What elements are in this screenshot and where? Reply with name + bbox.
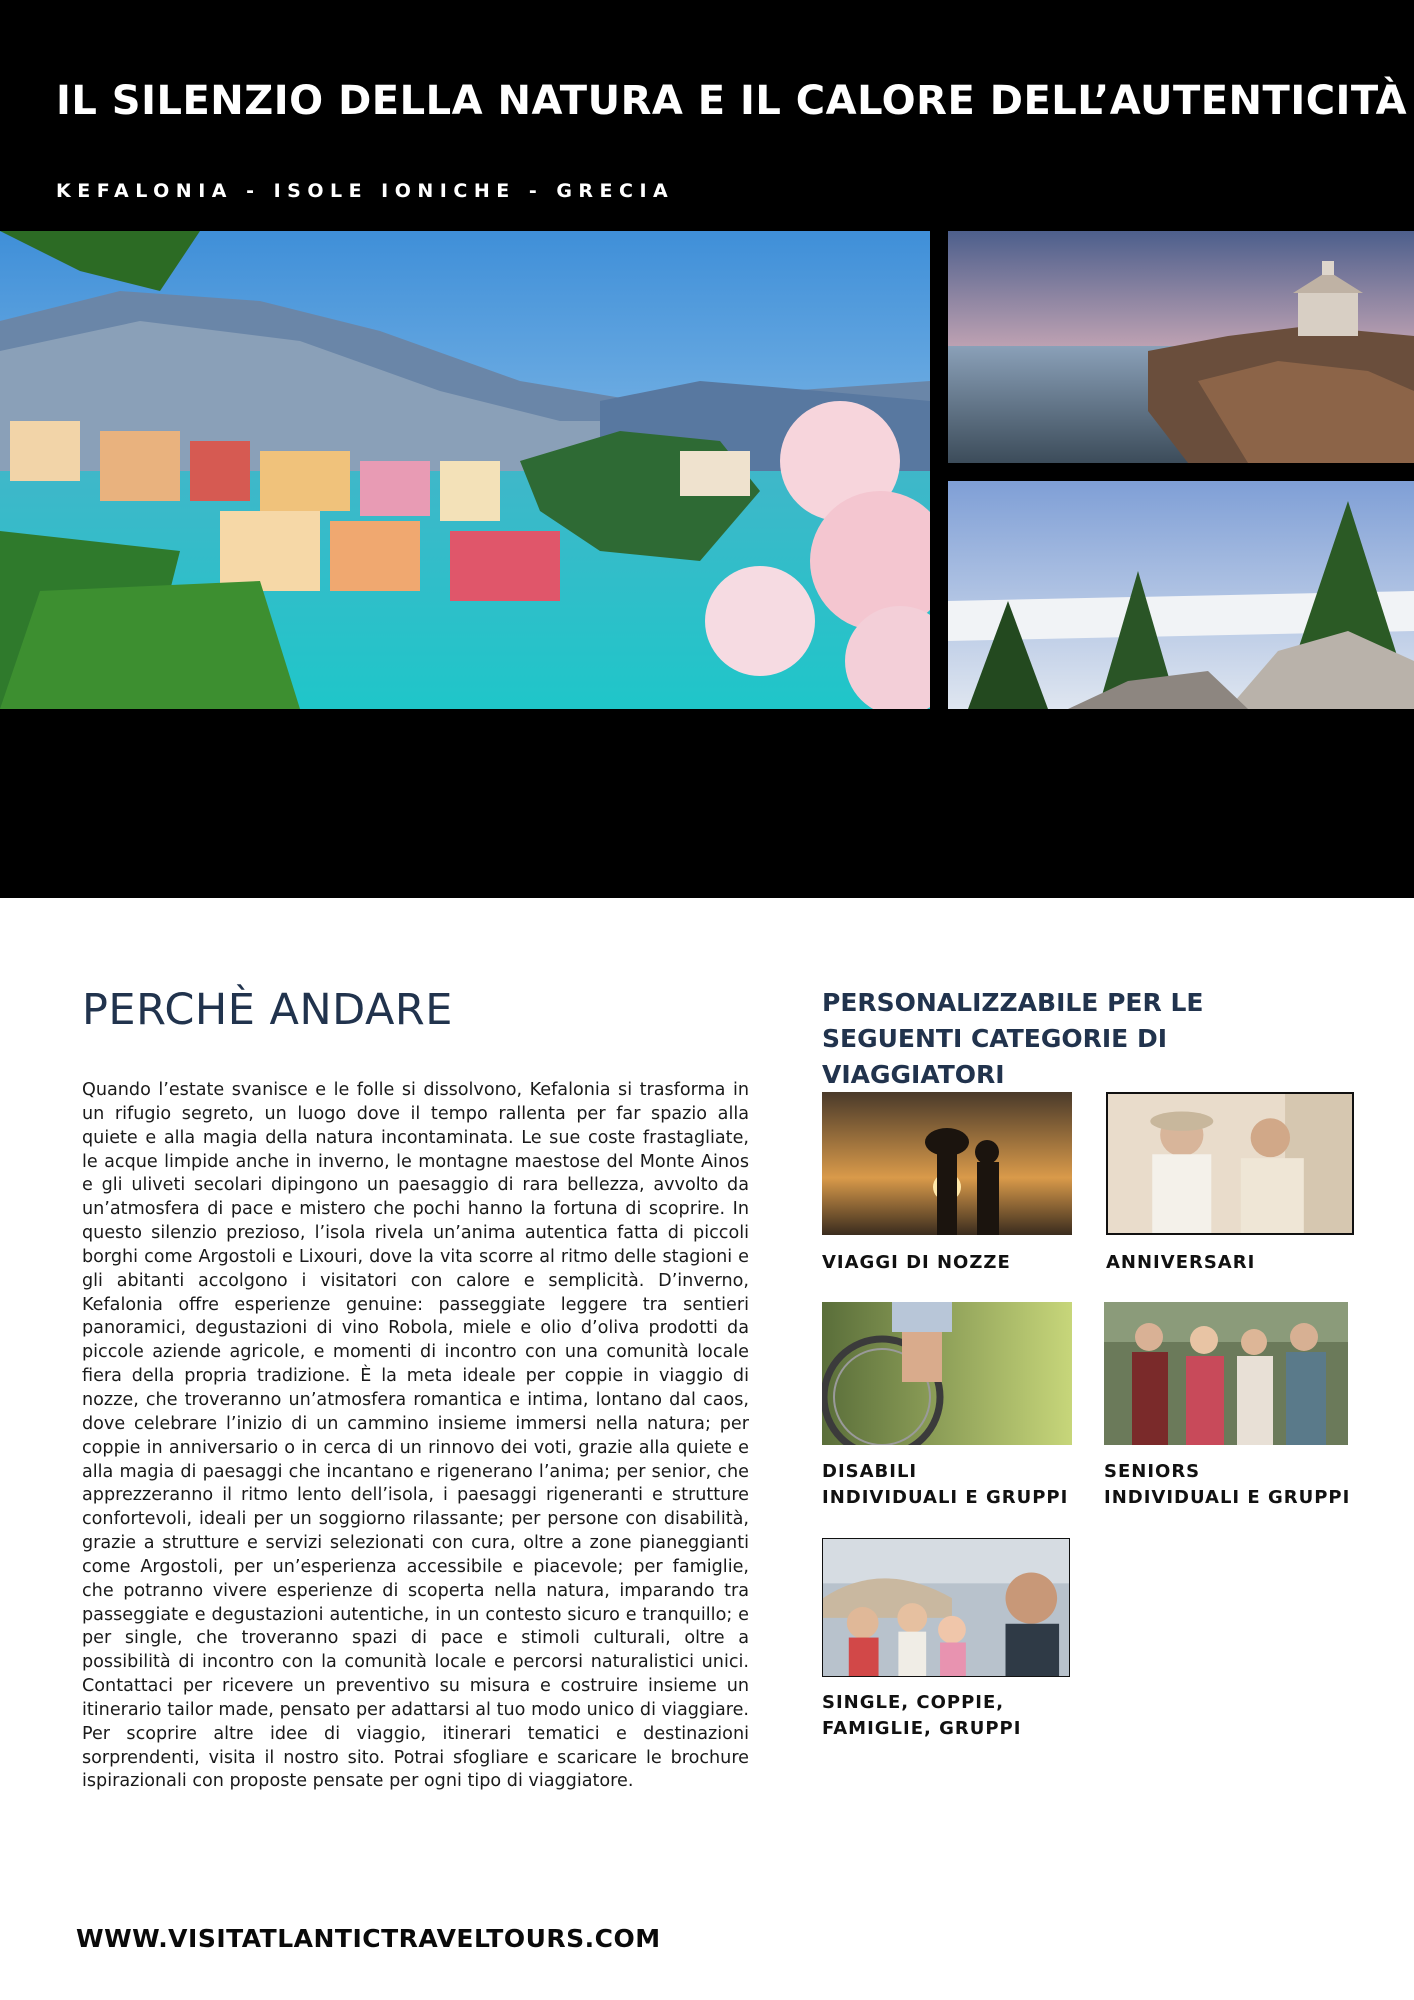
category-label-line: ANNIVERSARI — [1106, 1252, 1256, 1273]
hero-subtitle: KEFALONIA - ISOLE IONICHE - GRECIA — [56, 180, 675, 202]
category-label-families — [822, 1690, 1021, 1742]
category-photo-anniversary — [1106, 1092, 1354, 1235]
category-label-line: FAMIGLIE, GRUPPI — [822, 1718, 1022, 1739]
section-title-why-go: PERCHÈ ANDARE — [82, 985, 453, 1035]
category-photo-seniors — [1104, 1302, 1348, 1445]
category-label-line: INDIVIDUALI E GRUPPI — [822, 1487, 1069, 1508]
category-label-line: SINGLE, COPPIE, — [822, 1692, 1005, 1713]
category-label-line: INDIVIDUALI E GRUPPI — [1104, 1487, 1351, 1508]
hero-title: IL SILENZIO DELLA NATURA E IL CALORE DELL’AUTENTICITÀ — [56, 78, 1408, 124]
main-photo-assos-village — [0, 231, 930, 709]
category-label-line: SENIORS — [1104, 1461, 1201, 1482]
side-photo-mountain-pines — [948, 481, 1414, 709]
category-photo-disabled — [822, 1302, 1072, 1445]
hero-banner — [0, 0, 1414, 898]
why-go-paragraph: Quando l’estate svanisce e le folle si dissolvono, Kefalonia si trasforma in un rifugio segreto, un luogo dove il tempo rallenta per far spazio alla quiete e alla magia della natura incontaminata. Le sue coste frastagliate, le acque limpide anche in inverno, le montagne maestose del Monte Ainos e gli uliveti secolari dipingono un paesaggio di rara bellezza, avvolto da un’atmosfera di pace e mistero che pochi hanno la fortuna di scoprire. In questo silenzio prezioso, l’isola rivela un’anima autentica fatta di piccoli borghi come Argostoli e Lixouri, dove la vita scorre al ritmo delle stagioni e gli abitanti accolgono i visitatori con calore e semplicità. D’inverno, Kefalonia offre esperienze genuine: passeggiate leggere tra sentieri panoramici, degustazioni di vino Robola, miele e olio d’oliva prodotti da piccole aziende agricole, e momenti di incontro con una comunità locale fiera della propria tradizione. È la meta ideale per coppie in viaggio di nozze, che troveranno un’atmosfera romantica e intima, lontano dal caos, dove celebrare l’inizio di un cammino insieme immersi nella natura; per coppie in anniversario o in cerca di un rinnovo dei voti, grazie alla quiete e alla magia di paesaggi che incantano e rigenerano l’anima; per senior, che apprezzeranno il ritmo lento dell’isola, i paesaggi rigeneranti e strutture confortevoli, ideali per un soggiorno rilassante; per persone con disabilità, grazie a strutture e servizi selezionati con cura, oltre a zone pianeggianti come Argostoli, per un’esperienza accessibile e piacevole; per famiglie, che potranno vivere esperienze di scoperta nella natura, imparando tra passeggiate e degustazioni autentiche, in un contesto sicuro e tranquillo; e per single, che troveranno spazi di pace e stimoli culturali, oltre a possibilità di incontro con la comunità locale e percorsi naturalistici unici. Contattaci per ricevere un preventivo su misura e costruire insieme un itinerario tailor made, pensato per adattarsi al tuo modo unico di viaggiare. Per scoprire altre idee di viaggio, itinerari tematici e destinazioni sorprendenti, visita il nostro sito. Potrai sfogliare e scaricare le brochure ispirazionali con proposte pensate per ogni tipo di viaggiatore. — [82, 1080, 749, 1792]
footer-website-link[interactable]: WWW.VISITATLANTICTRAVELTOURS.COM — [76, 1924, 661, 1953]
category-label-line: DISABILI — [822, 1461, 918, 1482]
category-label-honeymoon — [822, 1250, 1011, 1276]
category-photo-families — [822, 1538, 1070, 1677]
side-photo-lighthouse — [948, 231, 1414, 463]
category-label-line: VIAGGI DI NOZZE — [822, 1252, 1011, 1273]
category-label-anniversary — [1106, 1250, 1255, 1276]
category-label-seniors — [1104, 1459, 1350, 1511]
category-label-disabled — [822, 1459, 1068, 1511]
category-photo-honeymoon — [822, 1092, 1072, 1235]
categories-title: PERSONALIZZABILE PER LE SEGUENTI CATEGORIE DI VIAGGIATORI — [822, 988, 1204, 1089]
